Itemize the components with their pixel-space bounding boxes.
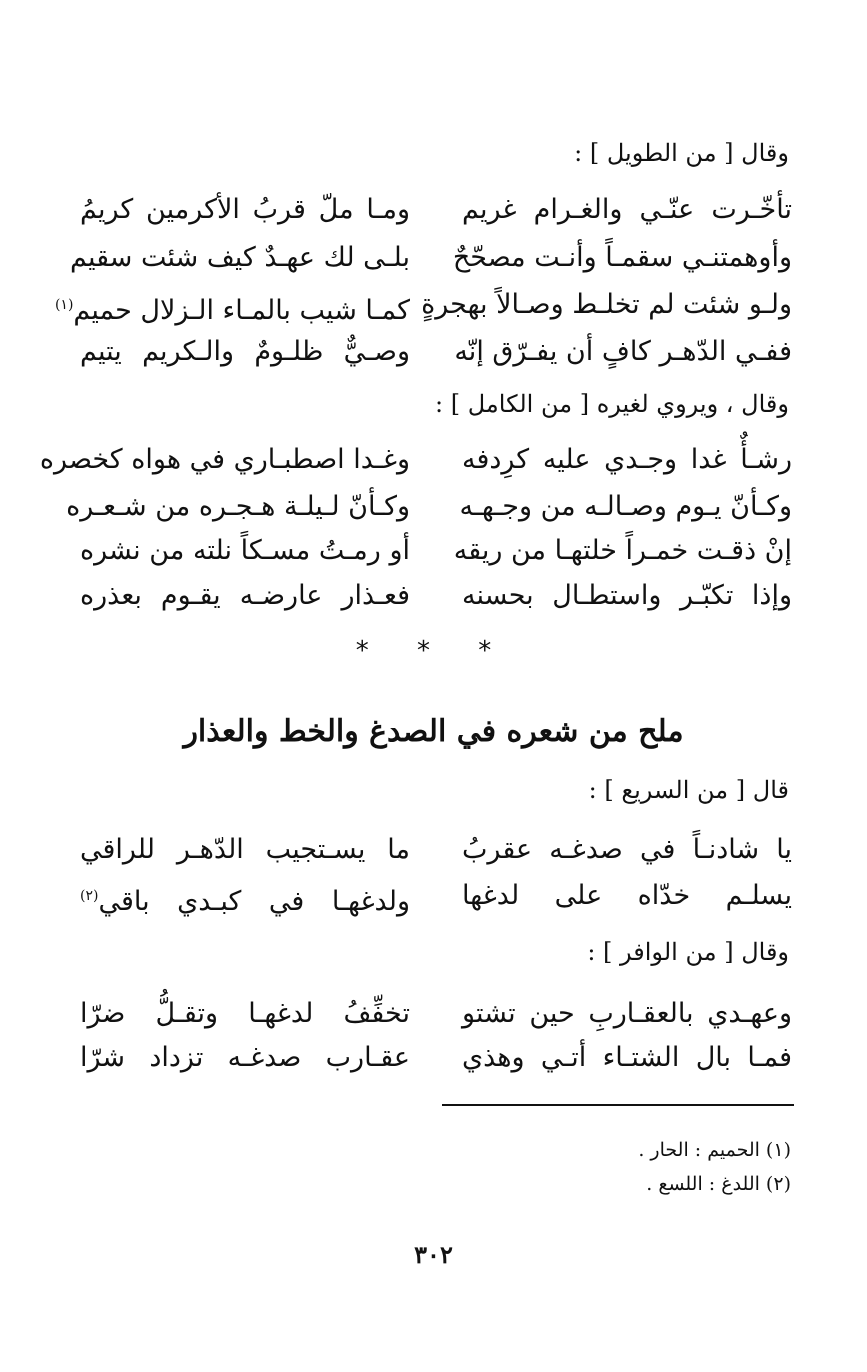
verse-line: [39, 438, 792, 482]
first-hemistich: وأوهمتنـي سقمـاً وأنـت مصحّحٌ: [452, 242, 792, 273]
second-hemistich: تخفِّفُ لدغهـا وتقـلُّ ضرّا: [80, 998, 410, 1029]
second-hemistich: بلـى لك عهـدٌ كيف شئت سقيم: [69, 242, 410, 273]
footnote-marker: (٢): [80, 888, 99, 904]
second-hemistich-text: كمـا شيب بالمـاء الـزلال حميم: [73, 295, 410, 326]
verse-line: [80, 188, 792, 232]
first-hemistich: إنْ ذقـت خمـراً خلتهـا من ريقه: [453, 535, 792, 566]
first-hemistich: يا شادنـاً في صدغـه عقربُ: [462, 834, 792, 865]
second-hemistich: عقـارب صدغـه تزداد شرّا: [80, 1042, 410, 1073]
poem-intro: قال [ من السريع ] :: [588, 776, 789, 804]
footnote-marker: (١): [54, 297, 74, 313]
page-number: ٣٠٢: [414, 1240, 453, 1269]
poem-intro: وقال [ من الطويل ] :: [574, 139, 789, 167]
second-hemistich: وكـأنّ لـيلـة هـجـره من شـعـره: [66, 491, 410, 522]
verse-line: [69, 236, 792, 280]
verse-line: [80, 992, 792, 1036]
first-hemistich: وكـأنّ يـوم وصـالـه من وجـهـه: [459, 491, 792, 522]
second-hemistich: وغـدا اصطبـاري في هواه كخصره: [39, 444, 410, 475]
footnote: (١) الحميم : الحار .: [638, 1139, 791, 1161]
section-separator: * * *: [355, 636, 512, 666]
verse-line: [80, 1036, 792, 1080]
first-hemistich: وإذا تكبّـر واستطـال بحسنه: [462, 580, 792, 611]
first-hemistich: رشـأٌ غدا وجـدي عليه كرِدفه: [462, 444, 792, 475]
footnote: (٢) اللدغ : اللسع .: [646, 1173, 791, 1195]
poem-intro: وقال ، ويروي لغيره [ من الكامل ] :: [435, 390, 789, 418]
first-hemistich: يسلـم خدّاه على لدغها: [462, 880, 792, 911]
second-hemistich: ما يسـتجيب الدّهـر للراقي: [80, 834, 410, 865]
first-hemistich: وعهـدي بالعقـاربِ حين تشتو: [462, 998, 792, 1029]
first-hemistich: ولـو شئت لم تخلـط وصـالاً بهجرةٍ: [421, 289, 792, 320]
first-hemistich: فمـا بال الشتـاء أتـي وهذي: [462, 1042, 792, 1073]
second-hemistich: ومـا ملّ قربُ الأكرمين كريمُ: [80, 194, 410, 225]
first-hemistich: ففـي الدّهـر كافٍ أن يفـرّق إنّه: [454, 336, 792, 367]
verse-line: [80, 574, 792, 618]
second-hemistich: وصـيٌّ ظلـومٌ والـكريم يتيم: [80, 336, 410, 367]
poem-intro: وقال [ من الوافر ] :: [587, 938, 789, 966]
verse-line: [66, 485, 792, 529]
second-hemistich-with-footnote: [54, 283, 410, 327]
verse-line: [80, 330, 792, 374]
section-title: ملح من شعره في الصدغ والخط والعذار: [183, 714, 684, 749]
second-hemistich-with-footnote: [80, 874, 410, 918]
verse-line: [80, 874, 792, 918]
verse-line: [80, 529, 792, 573]
second-hemistich-text: ولدغهـا في كبـدي باقي: [98, 886, 410, 917]
second-hemistich: أو رمـتُ مسـكاً نلته من نشره: [80, 535, 410, 566]
verse-line: [54, 283, 792, 327]
second-hemistich: فعـذار عارضـه يقـوم بعذره: [80, 580, 410, 611]
footnote-divider: [442, 1104, 794, 1106]
first-hemistich: تأخّـرت عنّـي والغـرام غريم: [462, 194, 792, 225]
verse-line: [80, 828, 792, 872]
